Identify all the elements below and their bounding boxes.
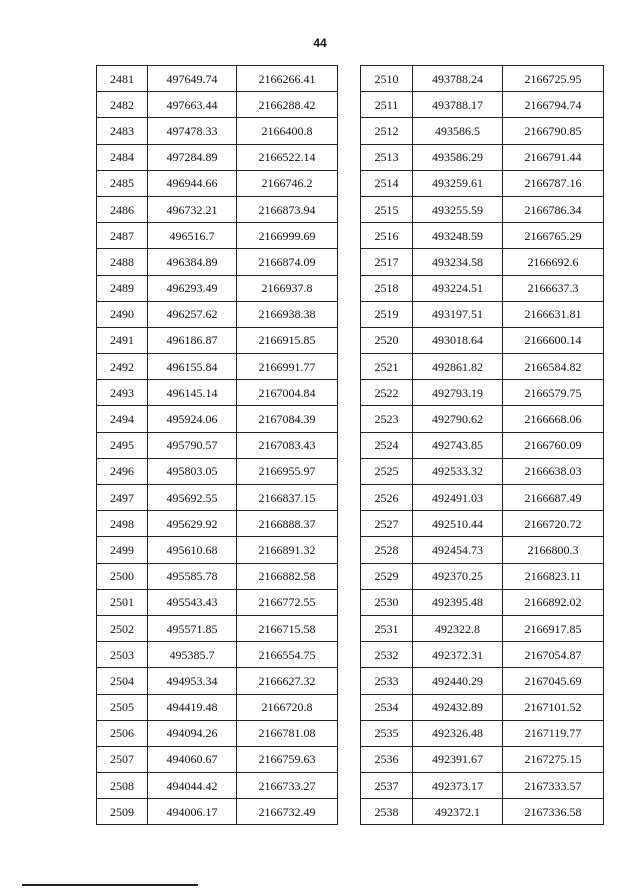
x-coordinate-cell: 493586.5 [413, 118, 503, 144]
table-row [361, 144, 604, 170]
y-coordinate-cell: 2167333.57 [503, 773, 604, 799]
y-coordinate-cell: 2166637.3 [503, 275, 604, 301]
point-number-cell: 2529 [361, 563, 413, 589]
x-coordinate-cell: 493259.61 [413, 170, 503, 196]
y-coordinate-cell: 2167054.87 [503, 642, 604, 668]
table-row [97, 458, 338, 484]
y-coordinate-cell: 2166781.08 [237, 720, 338, 746]
x-coordinate-cell: 492373.17 [413, 773, 503, 799]
x-coordinate-cell: 492790.62 [413, 406, 503, 432]
x-coordinate-cell: 493255.59 [413, 196, 503, 222]
x-coordinate-cell: 492326.48 [413, 720, 503, 746]
point-number-cell: 2524 [361, 432, 413, 458]
point-number-cell: 2503 [97, 642, 148, 668]
x-coordinate-cell: 493788.24 [413, 66, 503, 92]
point-number-cell: 2533 [361, 668, 413, 694]
point-number-cell: 2500 [97, 563, 148, 589]
y-coordinate-cell: 2166787.16 [503, 170, 604, 196]
x-coordinate-cell: 492533.32 [413, 458, 503, 484]
x-coordinate-cell: 493197.51 [413, 301, 503, 327]
point-number-cell: 2485 [97, 170, 148, 196]
coordinates-table-right [360, 65, 604, 825]
point-number-cell: 2518 [361, 275, 413, 301]
y-coordinate-cell: 2166794.74 [503, 92, 604, 118]
y-coordinate-cell: 2166584.82 [503, 354, 604, 380]
x-coordinate-cell: 493018.64 [413, 327, 503, 353]
table-row [361, 406, 604, 432]
x-coordinate-cell: 496384.89 [148, 249, 237, 275]
y-coordinate-cell: 2167336.58 [503, 799, 604, 825]
y-coordinate-cell: 2166266.41 [237, 66, 338, 92]
table-row [361, 589, 604, 615]
x-coordinate-cell: 495585.78 [148, 563, 237, 589]
y-coordinate-cell: 2167084.39 [237, 406, 338, 432]
point-number-cell: 2516 [361, 223, 413, 249]
y-coordinate-cell: 2166937.8 [237, 275, 338, 301]
point-number-cell: 2494 [97, 406, 148, 432]
table-row [361, 66, 604, 92]
x-coordinate-cell: 494094.26 [148, 720, 237, 746]
y-coordinate-cell: 2166791.44 [503, 144, 604, 170]
point-number-cell: 2482 [97, 92, 148, 118]
table-row [97, 275, 338, 301]
x-coordinate-cell: 492372.31 [413, 642, 503, 668]
x-coordinate-cell: 492395.48 [413, 589, 503, 615]
table-row [97, 118, 338, 144]
point-number-cell: 2481 [97, 66, 148, 92]
point-number-cell: 2502 [97, 615, 148, 641]
y-coordinate-cell: 2166732.49 [237, 799, 338, 825]
point-number-cell: 2504 [97, 668, 148, 694]
point-number-cell: 2509 [97, 799, 148, 825]
table-row [361, 327, 604, 353]
x-coordinate-cell: 492370.25 [413, 563, 503, 589]
point-number-cell: 2537 [361, 773, 413, 799]
point-number-cell: 2508 [97, 773, 148, 799]
x-coordinate-cell: 493248.59 [413, 223, 503, 249]
point-number-cell: 2486 [97, 196, 148, 222]
footer-rule [22, 884, 198, 886]
table-row [361, 773, 604, 799]
x-coordinate-cell: 495385.7 [148, 642, 237, 668]
y-coordinate-cell: 2166692.6 [503, 249, 604, 275]
point-number-cell: 2505 [97, 694, 148, 720]
y-coordinate-cell: 2167045.69 [503, 668, 604, 694]
y-coordinate-cell: 2166627.32 [237, 668, 338, 694]
y-coordinate-cell: 2166760.09 [503, 432, 604, 458]
table-row [97, 354, 338, 380]
point-number-cell: 2511 [361, 92, 413, 118]
table-row [97, 327, 338, 353]
y-coordinate-cell: 2166522.14 [237, 144, 338, 170]
x-coordinate-cell: 492440.29 [413, 668, 503, 694]
point-number-cell: 2490 [97, 301, 148, 327]
x-coordinate-cell: 496186.87 [148, 327, 237, 353]
y-coordinate-cell: 2166733.27 [237, 773, 338, 799]
page-number: 44 [313, 36, 327, 50]
table-row [361, 799, 604, 825]
y-coordinate-cell: 2166746.2 [237, 170, 338, 196]
y-coordinate-cell: 2166668.06 [503, 406, 604, 432]
y-coordinate-cell: 2166790.85 [503, 118, 604, 144]
table-row [97, 406, 338, 432]
table-row [361, 694, 604, 720]
table-row [361, 511, 604, 537]
x-coordinate-cell: 495924.06 [148, 406, 237, 432]
table-row [361, 485, 604, 511]
x-coordinate-cell: 492432.89 [413, 694, 503, 720]
y-coordinate-cell: 2166917.85 [503, 615, 604, 641]
table-row [361, 92, 604, 118]
x-coordinate-cell: 495543.43 [148, 589, 237, 615]
coordinates-table-right-body [361, 66, 604, 825]
table-row [97, 799, 338, 825]
point-number-cell: 2526 [361, 485, 413, 511]
point-number-cell: 2492 [97, 354, 148, 380]
point-number-cell: 2530 [361, 589, 413, 615]
point-number-cell: 2532 [361, 642, 413, 668]
table-row [97, 511, 338, 537]
point-number-cell: 2534 [361, 694, 413, 720]
y-coordinate-cell: 2166687.49 [503, 485, 604, 511]
table-row [361, 354, 604, 380]
point-number-cell: 2484 [97, 144, 148, 170]
y-coordinate-cell: 2166786.34 [503, 196, 604, 222]
point-number-cell: 2487 [97, 223, 148, 249]
table-row [361, 432, 604, 458]
x-coordinate-cell: 497478.33 [148, 118, 237, 144]
y-coordinate-cell: 2166715.58 [237, 615, 338, 641]
table-row [97, 694, 338, 720]
table-row [97, 563, 338, 589]
table-row [361, 301, 604, 327]
table-row [361, 223, 604, 249]
point-number-cell: 2512 [361, 118, 413, 144]
table-row [97, 66, 338, 92]
x-coordinate-cell: 492861.82 [413, 354, 503, 380]
table-row [361, 170, 604, 196]
table-row [97, 537, 338, 563]
y-coordinate-cell: 2166600.14 [503, 327, 604, 353]
y-coordinate-cell: 2166631.81 [503, 301, 604, 327]
table-row [97, 642, 338, 668]
x-coordinate-cell: 495610.68 [148, 537, 237, 563]
table-row [97, 144, 338, 170]
point-number-cell: 2523 [361, 406, 413, 432]
table-row [361, 642, 604, 668]
x-coordinate-cell: 497663.44 [148, 92, 237, 118]
point-number-cell: 2510 [361, 66, 413, 92]
y-coordinate-cell: 2166554.75 [237, 642, 338, 668]
y-coordinate-cell: 2166725.95 [503, 66, 604, 92]
coordinates-table-left-body [97, 66, 338, 825]
point-number-cell: 2501 [97, 589, 148, 615]
table-row [97, 432, 338, 458]
y-coordinate-cell: 2166955.97 [237, 458, 338, 484]
table-row [361, 668, 604, 694]
y-coordinate-cell: 2167083.43 [237, 432, 338, 458]
table-row [361, 563, 604, 589]
table-row [361, 615, 604, 641]
table-row [361, 458, 604, 484]
point-number-cell: 2499 [97, 537, 148, 563]
x-coordinate-cell: 497649.74 [148, 66, 237, 92]
point-number-cell: 2489 [97, 275, 148, 301]
table-row [97, 380, 338, 406]
table-row [361, 746, 604, 772]
x-coordinate-cell: 493586.29 [413, 144, 503, 170]
y-coordinate-cell: 2166874.09 [237, 249, 338, 275]
point-number-cell: 2497 [97, 485, 148, 511]
point-number-cell: 2488 [97, 249, 148, 275]
y-coordinate-cell: 2166720.8 [237, 694, 338, 720]
table-row [97, 668, 338, 694]
table-row [97, 249, 338, 275]
table-row [97, 589, 338, 615]
point-number-cell: 2535 [361, 720, 413, 746]
y-coordinate-cell: 2166888.37 [237, 511, 338, 537]
table-row [361, 196, 604, 222]
y-coordinate-cell: 2166882.58 [237, 563, 338, 589]
x-coordinate-cell: 495571.85 [148, 615, 237, 641]
y-coordinate-cell: 2166873.94 [237, 196, 338, 222]
point-number-cell: 2483 [97, 118, 148, 144]
x-coordinate-cell: 492322.8 [413, 615, 503, 641]
y-coordinate-cell: 2166638.03 [503, 458, 604, 484]
point-number-cell: 2495 [97, 432, 148, 458]
table-row [361, 275, 604, 301]
point-number-cell: 2498 [97, 511, 148, 537]
table-row [361, 720, 604, 746]
x-coordinate-cell: 496944.66 [148, 170, 237, 196]
y-coordinate-cell: 2167275.15 [503, 746, 604, 772]
point-number-cell: 2525 [361, 458, 413, 484]
y-coordinate-cell: 2166720.72 [503, 511, 604, 537]
x-coordinate-cell: 493788.17 [413, 92, 503, 118]
table-row [97, 223, 338, 249]
table-row [361, 380, 604, 406]
point-number-cell: 2522 [361, 380, 413, 406]
y-coordinate-cell: 2166837.15 [237, 485, 338, 511]
point-number-cell: 2521 [361, 354, 413, 380]
y-coordinate-cell: 2167119.77 [503, 720, 604, 746]
point-number-cell: 2493 [97, 380, 148, 406]
x-coordinate-cell: 493234.58 [413, 249, 503, 275]
table-row [97, 773, 338, 799]
y-coordinate-cell: 2166991.77 [237, 354, 338, 380]
y-coordinate-cell: 2166579.75 [503, 380, 604, 406]
table-row [97, 301, 338, 327]
x-coordinate-cell: 496257.62 [148, 301, 237, 327]
point-number-cell: 2520 [361, 327, 413, 353]
y-coordinate-cell: 2166823.11 [503, 563, 604, 589]
y-coordinate-cell: 2167101.52 [503, 694, 604, 720]
point-number-cell: 2528 [361, 537, 413, 563]
point-number-cell: 2517 [361, 249, 413, 275]
y-coordinate-cell: 2166915.85 [237, 327, 338, 353]
point-number-cell: 2536 [361, 746, 413, 772]
x-coordinate-cell: 496293.49 [148, 275, 237, 301]
point-number-cell: 2515 [361, 196, 413, 222]
table-row [361, 249, 604, 275]
x-coordinate-cell: 496516.7 [148, 223, 237, 249]
x-coordinate-cell: 492793.19 [413, 380, 503, 406]
x-coordinate-cell: 494419.48 [148, 694, 237, 720]
point-number-cell: 2538 [361, 799, 413, 825]
point-number-cell: 2527 [361, 511, 413, 537]
y-coordinate-cell: 2166759.63 [237, 746, 338, 772]
y-coordinate-cell: 2166765.29 [503, 223, 604, 249]
table-row [97, 92, 338, 118]
point-number-cell: 2531 [361, 615, 413, 641]
x-coordinate-cell: 494006.17 [148, 799, 237, 825]
y-coordinate-cell: 2167004.84 [237, 380, 338, 406]
x-coordinate-cell: 492454.73 [413, 537, 503, 563]
table-row [361, 537, 604, 563]
x-coordinate-cell: 495692.55 [148, 485, 237, 511]
x-coordinate-cell: 492743.85 [413, 432, 503, 458]
y-coordinate-cell: 2166772.55 [237, 589, 338, 615]
x-coordinate-cell: 492510.44 [413, 511, 503, 537]
y-coordinate-cell: 2166400.8 [237, 118, 338, 144]
x-coordinate-cell: 492491.03 [413, 485, 503, 511]
x-coordinate-cell: 495790.57 [148, 432, 237, 458]
table-row [97, 720, 338, 746]
x-coordinate-cell: 493224.51 [413, 275, 503, 301]
point-number-cell: 2506 [97, 720, 148, 746]
point-number-cell: 2496 [97, 458, 148, 484]
x-coordinate-cell: 496145.14 [148, 380, 237, 406]
x-coordinate-cell: 494060.67 [148, 746, 237, 772]
y-coordinate-cell: 2166938.38 [237, 301, 338, 327]
y-coordinate-cell: 2166892.02 [503, 589, 604, 615]
point-number-cell: 2507 [97, 746, 148, 772]
x-coordinate-cell: 494044.42 [148, 773, 237, 799]
point-number-cell: 2513 [361, 144, 413, 170]
table-row [97, 196, 338, 222]
point-number-cell: 2519 [361, 301, 413, 327]
table-row [97, 170, 338, 196]
table-row [97, 485, 338, 511]
x-coordinate-cell: 492372.1 [413, 799, 503, 825]
table-row [97, 746, 338, 772]
table-row [361, 118, 604, 144]
point-number-cell: 2491 [97, 327, 148, 353]
y-coordinate-cell: 2166891.32 [237, 537, 338, 563]
x-coordinate-cell: 492391.67 [413, 746, 503, 772]
table-row [97, 615, 338, 641]
x-coordinate-cell: 496732.21 [148, 196, 237, 222]
y-coordinate-cell: 2166288.42 [237, 92, 338, 118]
coordinates-table-left [96, 65, 338, 825]
x-coordinate-cell: 494953.34 [148, 668, 237, 694]
x-coordinate-cell: 497284.89 [148, 144, 237, 170]
x-coordinate-cell: 495803.05 [148, 458, 237, 484]
x-coordinate-cell: 496155.84 [148, 354, 237, 380]
y-coordinate-cell: 2166999.69 [237, 223, 338, 249]
point-number-cell: 2514 [361, 170, 413, 196]
x-coordinate-cell: 495629.92 [148, 511, 237, 537]
y-coordinate-cell: 2166800.3 [503, 537, 604, 563]
